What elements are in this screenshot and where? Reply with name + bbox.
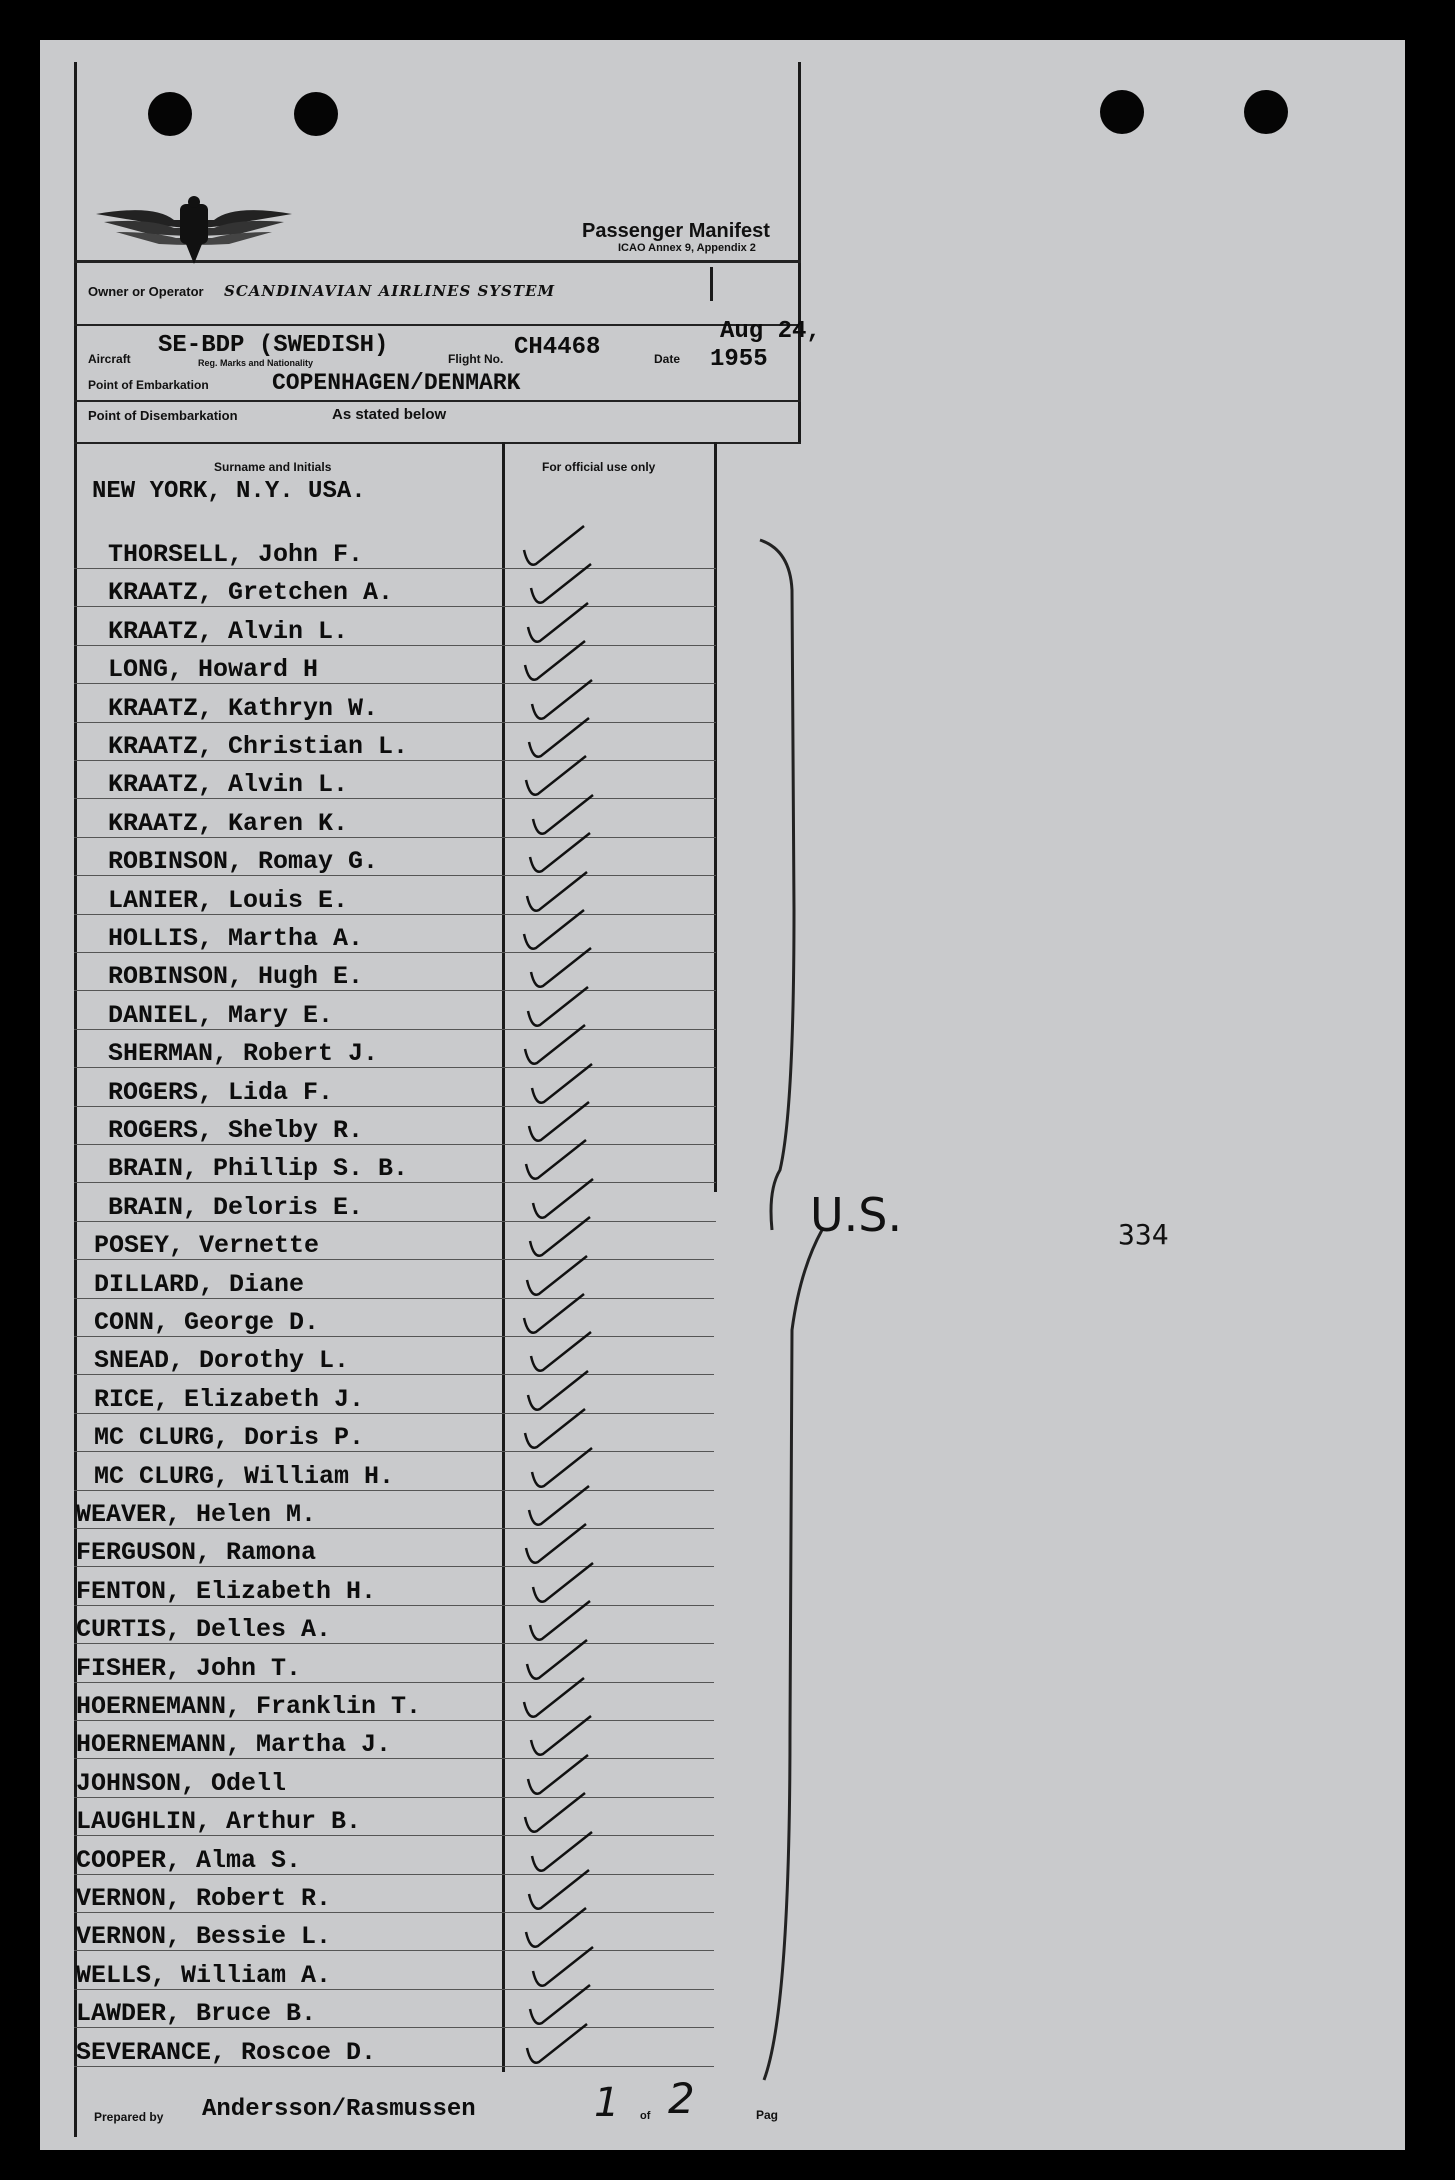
destination-line: NEW YORK, N.Y. USA. bbox=[92, 478, 366, 505]
passenger-row bbox=[74, 841, 766, 879]
passenger-name: VERNON, Robert R. bbox=[76, 1884, 332, 1913]
passenger-name: LAUGHLIN, Arthur B. bbox=[76, 1807, 362, 1837]
form-subtitle: ICAO Annex 9, Appendix 2 bbox=[618, 242, 756, 254]
reg-marks-label: Reg. Marks and Nationality bbox=[198, 358, 314, 368]
passenger-name: KRAATZ, Kathryn W. bbox=[108, 693, 379, 723]
passenger-name: CONN, George D. bbox=[94, 1308, 320, 1337]
passenger-name: WEAVER, Helen M. bbox=[76, 1500, 317, 1529]
passenger-name: LONG, Howard H bbox=[108, 655, 319, 685]
passenger-row bbox=[74, 688, 766, 726]
passenger-name: BRAIN, Phillip S. B. bbox=[108, 1154, 409, 1184]
passenger-name: JOHNSON, Odell bbox=[76, 1768, 287, 1798]
passenger-row bbox=[74, 1801, 766, 1839]
passenger-name: THORSELL, John F. bbox=[108, 540, 364, 569]
passenger-row bbox=[74, 611, 766, 649]
passenger-row bbox=[74, 1724, 766, 1762]
form-title: Passenger Manifest bbox=[582, 220, 770, 242]
flight-value: CH4468 bbox=[514, 334, 601, 361]
embark-divider bbox=[74, 400, 801, 402]
passenger-row bbox=[74, 1494, 766, 1532]
date-value-line1: Aug 24, bbox=[720, 318, 821, 345]
passenger-row bbox=[74, 803, 766, 841]
embarkation-value: COPENHAGEN/DENMARK bbox=[272, 370, 521, 396]
passenger-row bbox=[74, 918, 766, 956]
passenger-row bbox=[74, 1609, 766, 1647]
passenger-name: RICE, Elizabeth J. bbox=[94, 1384, 365, 1414]
passenger-name: COOPER, Alma S. bbox=[76, 1845, 302, 1875]
disembarkation-value: As stated below bbox=[332, 406, 447, 423]
passenger-name: ROGERS, Shelby R. bbox=[108, 1116, 364, 1145]
passenger-name: WELLS, William A. bbox=[76, 1960, 332, 1990]
passenger-name: SEVERANCE, Roscoe D. bbox=[76, 2037, 377, 2067]
passenger-name: DANIEL, Mary E. bbox=[108, 1000, 334, 1030]
passenger-name: SHERMAN, Robert J. bbox=[108, 1039, 379, 1069]
page-word: Pag bbox=[756, 2108, 779, 2122]
passenger-name: BRAIN, Deloris E. bbox=[108, 1192, 364, 1222]
passenger-row bbox=[74, 1033, 766, 1071]
owner-divider bbox=[74, 324, 801, 326]
airline-winged-logo bbox=[94, 192, 294, 272]
date-value-line2: 1955 bbox=[710, 346, 768, 373]
passenger-name: LANIER, Louis E. bbox=[108, 885, 349, 915]
passenger-name: SNEAD, Dorothy L. bbox=[94, 1346, 350, 1376]
passenger-row bbox=[74, 1456, 766, 1494]
passenger-row bbox=[74, 1955, 766, 1993]
passenger-name: DILLARD, Diane bbox=[94, 1269, 305, 1299]
passenger-name: ROBINSON, Hugh E. bbox=[108, 962, 364, 992]
passenger-row bbox=[74, 1110, 766, 1148]
passenger-name: HOLLIS, Martha A. bbox=[108, 924, 364, 953]
page-of-label: of bbox=[640, 2110, 651, 2122]
passenger-name: ROGERS, Lida F. bbox=[108, 1077, 334, 1107]
passenger-name: HOERNEMANN, Franklin T. bbox=[76, 1692, 422, 1721]
owner-label: Owner or Operator bbox=[88, 284, 204, 299]
passenger-row bbox=[74, 1340, 766, 1378]
passenger-row bbox=[74, 1148, 766, 1186]
passenger-name: KRAATZ, Alvin L. bbox=[108, 616, 349, 646]
passenger-row bbox=[74, 1648, 766, 1686]
aircraft-label: Aircraft bbox=[88, 352, 131, 366]
page-total: 2 bbox=[668, 2074, 695, 2123]
official-header: For official use only bbox=[542, 460, 656, 474]
passenger-row bbox=[74, 1840, 766, 1878]
manifest-sheet bbox=[40, 40, 1405, 2150]
passenger-row bbox=[74, 726, 766, 764]
passenger-name: KRAATZ, Karen K. bbox=[108, 808, 349, 838]
passenger-name: FERGUSON, Ramona bbox=[76, 1538, 317, 1568]
passenger-row bbox=[74, 880, 766, 918]
date-label: Date bbox=[654, 352, 681, 366]
passenger-row bbox=[74, 1187, 766, 1225]
passenger-name: POSEY, Vernette bbox=[94, 1231, 320, 1261]
passenger-row bbox=[74, 1417, 766, 1455]
us-annotation: U.S. bbox=[810, 1188, 903, 1242]
passenger-name: KRAATZ, Alvin L. bbox=[108, 770, 349, 800]
page-number: 1 bbox=[594, 2080, 620, 2126]
embarkation-label: Point of Embarkation bbox=[88, 378, 209, 392]
prepared-label: Prepared by bbox=[94, 2110, 164, 2124]
aircraft-value: SE-BDP (SWEDISH) bbox=[158, 332, 389, 359]
passenger-row bbox=[74, 1686, 766, 1724]
punch-hole bbox=[1244, 90, 1288, 134]
flight-label: Flight No. bbox=[448, 352, 504, 366]
passenger-name: ROBINSON, Romay G. bbox=[108, 847, 379, 877]
passenger-row bbox=[74, 1379, 766, 1417]
passenger-row bbox=[74, 956, 766, 994]
passenger-row bbox=[74, 1763, 766, 1801]
passenger-name: VERNON, Bessie L. bbox=[76, 1922, 332, 1952]
prepared-value: Andersson/Rasmussen bbox=[202, 2096, 476, 2123]
surname-header: Surname and Initials bbox=[214, 460, 332, 474]
passenger-row bbox=[74, 1302, 766, 1340]
passenger-name: LAWDER, Bruce B. bbox=[76, 1999, 317, 2029]
passenger-name: KRAATZ, Christian L. bbox=[108, 732, 409, 761]
passenger-row bbox=[74, 764, 766, 802]
passenger-name: MC CLURG, William H. bbox=[94, 1461, 395, 1491]
disembark-divider bbox=[74, 442, 801, 444]
passenger-row bbox=[74, 649, 766, 687]
checkmark-icon bbox=[514, 2018, 614, 2074]
passenger-name: FISHER, John T. bbox=[76, 1653, 302, 1683]
passenger-row bbox=[74, 995, 766, 1033]
passenger-name: MC CLURG, Doris P. bbox=[94, 1423, 365, 1453]
owner-separator bbox=[710, 267, 713, 301]
owner-value: SCANDINAVIAN AIRLINES SYSTEM bbox=[224, 282, 556, 300]
passenger-row bbox=[74, 534, 766, 572]
passenger-row bbox=[74, 1532, 766, 1570]
passenger-row bbox=[74, 572, 766, 610]
passenger-row bbox=[74, 1225, 766, 1263]
passenger-name: CURTIS, Delles A. bbox=[76, 1615, 332, 1645]
passenger-row bbox=[74, 2032, 766, 2070]
passenger-row bbox=[74, 1072, 766, 1110]
passenger-row bbox=[74, 1264, 766, 1302]
passenger-row bbox=[74, 1878, 766, 1916]
header-right-border bbox=[798, 62, 801, 442]
passenger-name: FENTON, Elizabeth H. bbox=[76, 1576, 377, 1606]
handwritten-brace bbox=[720, 530, 860, 2090]
disembarkation-label: Point of Disembarkation bbox=[88, 408, 238, 423]
passenger-name: HOERNEMANN, Martha J. bbox=[76, 1730, 392, 1760]
passenger-row bbox=[74, 1571, 766, 1609]
punch-hole bbox=[1100, 90, 1144, 134]
passenger-name: KRAATZ, Gretchen A. bbox=[108, 578, 394, 608]
sheet-number: 334 bbox=[1118, 1218, 1169, 1251]
passenger-row bbox=[74, 1993, 766, 2031]
passenger-row bbox=[74, 1916, 766, 1954]
